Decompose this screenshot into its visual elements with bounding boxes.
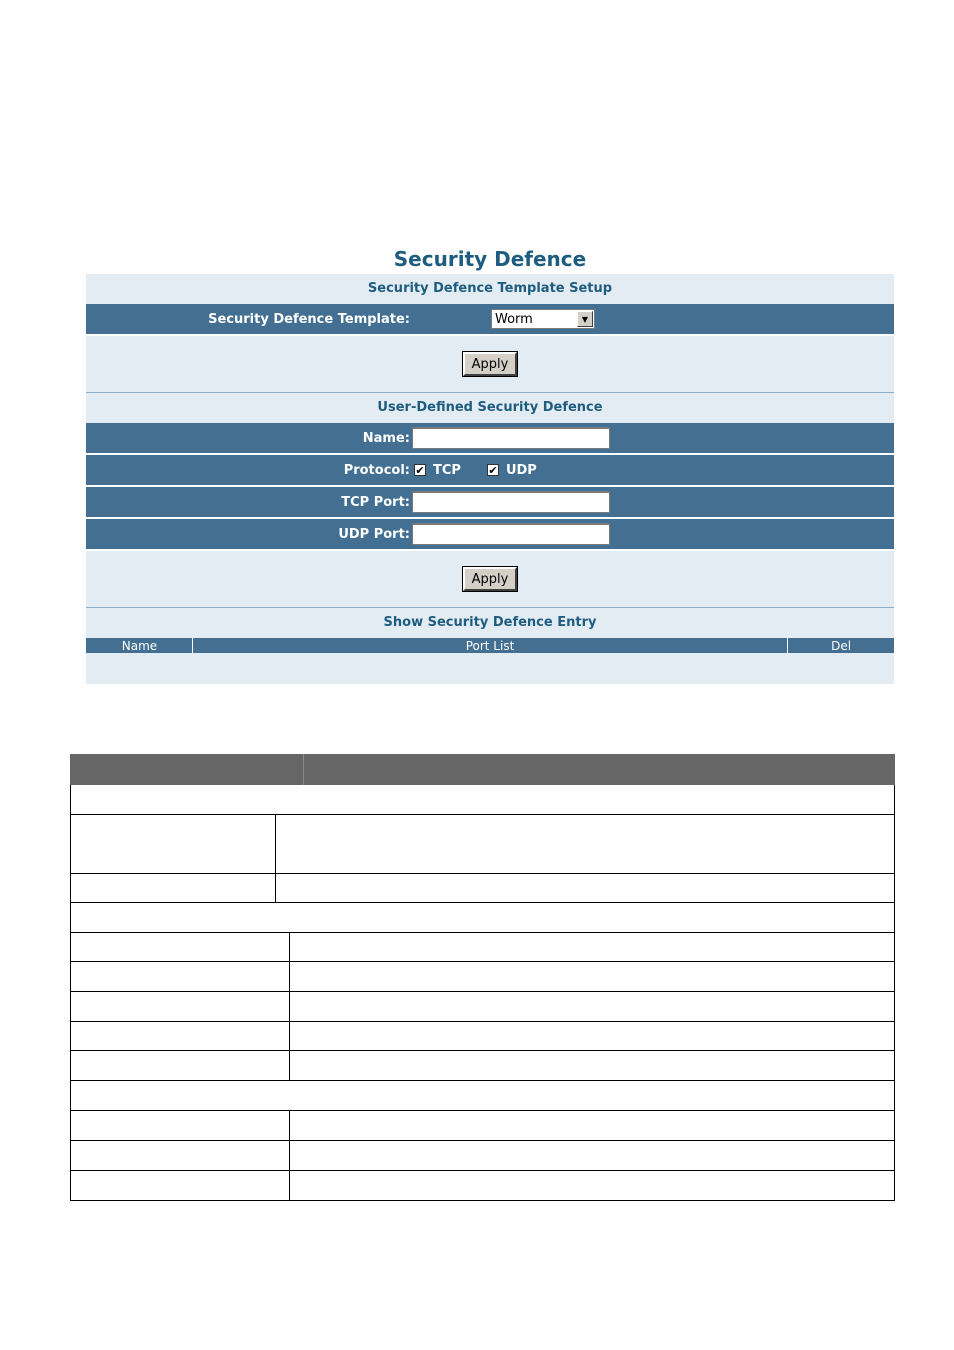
reference-row xyxy=(70,815,895,874)
protocol-row xyxy=(86,455,894,487)
template-apply-area xyxy=(86,336,894,393)
template-row xyxy=(86,304,894,336)
reference-section-row xyxy=(70,785,895,815)
reference-section-row xyxy=(70,903,895,933)
reference-section-row xyxy=(70,1081,895,1111)
column-header-del: Del xyxy=(831,639,852,653)
check-icon: ✔ xyxy=(415,463,425,477)
reference-row xyxy=(70,1111,895,1141)
user-defined-title: User-Defined Security Defence xyxy=(377,400,603,415)
name-input[interactable] xyxy=(412,427,610,449)
template-select-value: Worm xyxy=(495,311,533,327)
udp-port-input[interactable] xyxy=(412,523,610,545)
udp-port-label: UDP Port: xyxy=(338,526,410,542)
check-icon: ✔ xyxy=(488,463,498,477)
user-defined-section xyxy=(86,393,894,608)
tcp-label: TCP xyxy=(433,462,461,478)
entries-title: Show Security Defence Entry xyxy=(383,615,597,630)
template-apply-button[interactable]: Apply xyxy=(463,352,518,376)
name-label: Name: xyxy=(362,430,410,446)
chevron-down-icon[interactable]: ▼ xyxy=(577,311,593,327)
template-setup-section xyxy=(86,274,894,393)
template-label: Security Defence Template: xyxy=(208,311,410,327)
name-row xyxy=(86,423,894,455)
reference-row xyxy=(70,992,895,1022)
tcp-port-input[interactable] xyxy=(412,491,610,513)
reference-row xyxy=(70,962,895,992)
reference-table-header xyxy=(70,754,895,785)
tcp-port-row xyxy=(86,487,894,519)
security-defence-panel xyxy=(86,243,894,684)
udp-checkbox[interactable] xyxy=(487,464,499,476)
udp-port-row xyxy=(86,519,894,551)
protocol-label: Protocol: xyxy=(343,462,410,478)
reference-row xyxy=(70,1022,895,1051)
column-header-name: Name xyxy=(87,638,193,653)
entries-section xyxy=(86,608,894,684)
entries-table-body xyxy=(86,653,894,684)
user-defined-apply-area xyxy=(86,551,894,608)
entries-table-header xyxy=(86,638,894,653)
page-title: Security Defence xyxy=(393,247,587,271)
reference-header-col1 xyxy=(70,754,304,785)
reference-row xyxy=(70,1051,895,1081)
template-setup-title: Security Defence Template Setup xyxy=(367,281,613,296)
template-select[interactable] xyxy=(491,309,595,329)
tcp-checkbox[interactable] xyxy=(414,464,426,476)
reference-row xyxy=(70,1171,895,1201)
column-header-port-list: Port List xyxy=(193,638,788,653)
reference-row xyxy=(70,874,895,903)
tcp-port-label: TCP Port: xyxy=(341,494,410,510)
reference-row xyxy=(70,1141,895,1171)
udp-label: UDP xyxy=(505,462,537,478)
reference-row xyxy=(70,933,895,962)
user-defined-apply-button[interactable]: Apply xyxy=(463,567,518,591)
